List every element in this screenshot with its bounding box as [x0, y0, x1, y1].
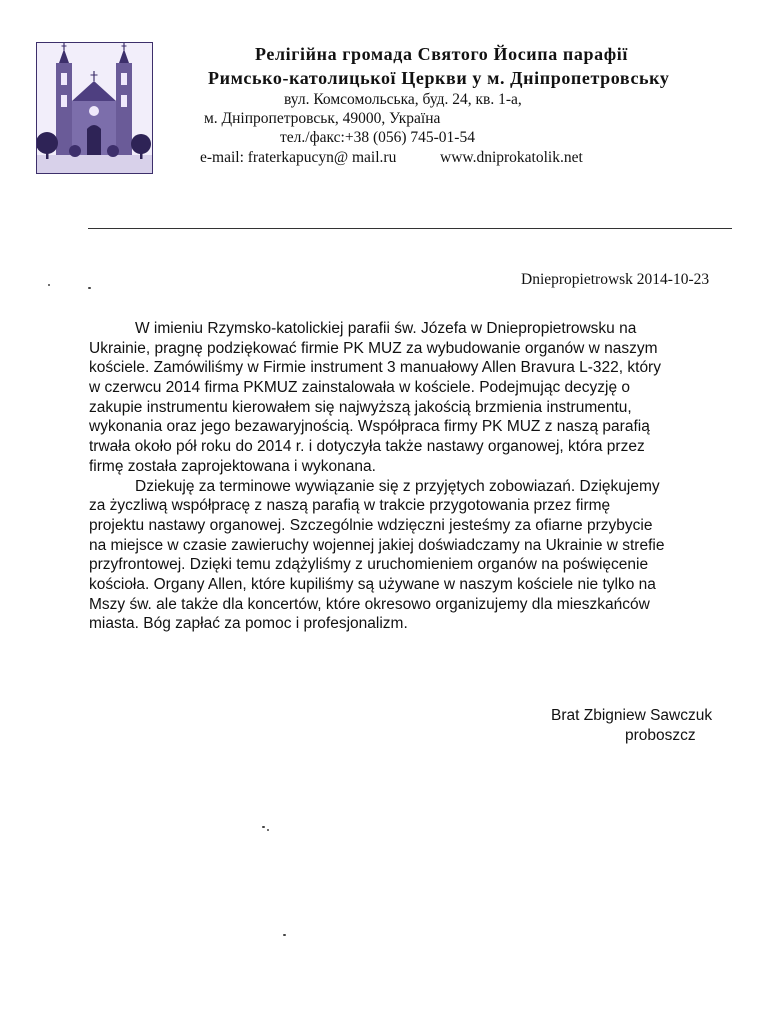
header-divider [88, 228, 732, 229]
body-line: wykonania oraz jego bezawaryjnością. Współpraca firmy PK MUZ z naszą parafią [89, 418, 650, 436]
body-line: na miejsce w czasie zawieruchy wojennej jakiej doświadczamy na Ukrainie w strefie [89, 536, 665, 554]
body-line: firmę została zaprojektowana i wykonana. [89, 457, 376, 475]
body-line: Mszy św. ale także dla koncertów, które okresowo organizujemy dla mieszkańców [89, 595, 650, 613]
body-line: miasta. Bóg zapłać za pomoc i profesjonalizm. [89, 615, 408, 633]
header-address-street: вул. Комсомольська, буд. 24, кв. 1-а, [284, 91, 522, 108]
header-address-city: м. Дніпропетровськ, 49000, Україна [204, 110, 441, 127]
body-line: projektu nastawy organowej. Szczególnie wdzięczni jesteśmy za ofiarne przybycie [89, 516, 653, 534]
body-line: kościele. Zamówiliśmy w Firmie instrument 3 manuałowy Allen Bravura L-322, który [89, 359, 661, 377]
body-line: za życzliwą współpracę z naszą parafią w trakcie przygotowania przez firmę [89, 497, 611, 515]
header-email: e-mail: fraterkapucyn@ mail.ru [200, 149, 397, 166]
scan-speck [262, 826, 265, 828]
scan-speck [283, 934, 286, 936]
scan-speck [267, 829, 269, 831]
letter-body [89, 319, 739, 634]
church-icon [37, 43, 152, 173]
letter-date: Dniepropietrowsk 2014-10-23 [521, 271, 710, 288]
scan-speck [88, 287, 91, 289]
body-line: kościoła. Organy Allen, które kupiliśmy są używane w naszym kościele nie tylko na [89, 575, 656, 593]
body-line: trwała około pół roku do 2014 r. i dotyczyła także nastawy organowej, która przez [89, 438, 645, 456]
header-phone: тел./факс:+38 (056) 745-01-54 [280, 129, 475, 146]
scan-speck [48, 284, 50, 286]
header-title-line2: Римсько-католицької Церкви у м. Дніпропетровську [208, 68, 670, 88]
header-website: www.dniprokatolik.net [440, 149, 583, 166]
header-title-line1: Релігійна громада Святого Йосипа парафії [255, 44, 628, 64]
body-line: W imieniu Rzymsko-katolickiej parafii św. Józefa w Dniepropietrowsku na [135, 320, 637, 337]
body-line: przyfrontowej. Dzięki temu zdążyliśmy z uruchomieniem organów na poświęcenie [89, 556, 649, 574]
body-line: zakupie instrumentu kierowałem się najwyższą jakością brzmienia instrumentu, [89, 398, 632, 416]
signature-title: proboszcz [625, 727, 696, 744]
body-line: Ukrainie, pragnę podziękować firmie PK MUZ za wybudowanie organów w naszym [89, 339, 658, 357]
body-line: w czerwcu 2014 firma PKMUZ zainstalowała w kościele. Podejmując decyzję o [89, 379, 630, 397]
body-line: Dziekuję za terminowe wywiązanie się z przyjętych zobowiazań. Dziękujemy [135, 477, 660, 495]
signature-name: Brat Zbigniew Sawczuk [551, 707, 713, 724]
church-logo [36, 42, 153, 174]
